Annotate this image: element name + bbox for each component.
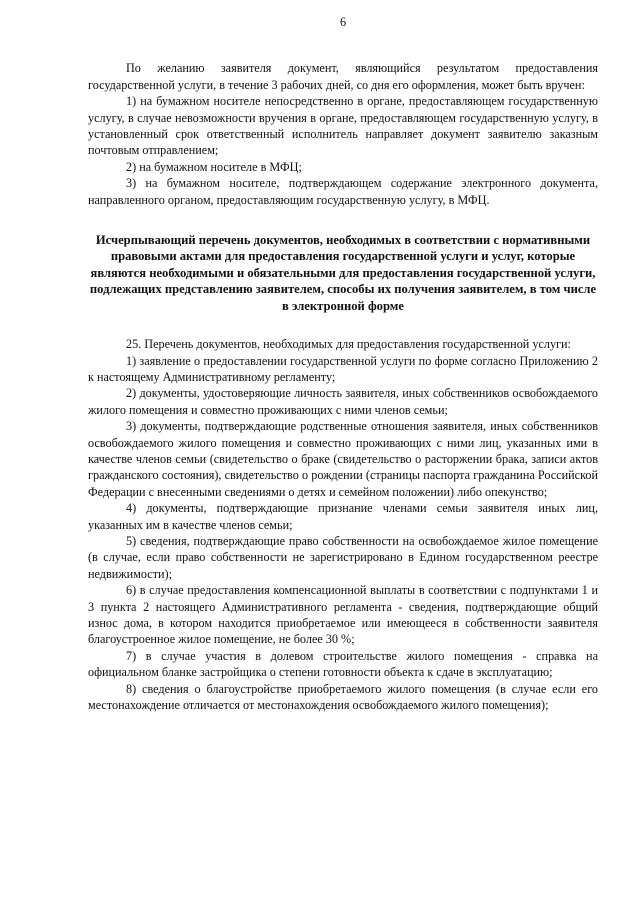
clause-25-item-4: 4) документы, подтверждающие признание членами семьи заявителя иных лиц, указанных им в качестве членов семьи;: [88, 501, 598, 532]
document-page: [88, 14, 598, 713]
clause-25-item-6: 6) в случае предоставления компенсационной выплаты в соответствии с подпунктами 1 и 3 пункта 2 настоящего Административного регламента - сведения, подтверждающие общий износ дома, в котором находится приобретаемое или имеющееся в собственности заявителя благоустроенное жилое помещение, не более 30 %;: [88, 583, 598, 647]
clause-25-item-8: 8) сведения о благоустройстве приобретаемого жилого помещения (в случае если его местонахождение отличается от местонахождения освобождаемого жилого помещения);: [88, 681, 598, 713]
clause-25-item-1: 1) заявление о предоставлении государственной услуги по форме согласно Приложению 2 к настоящему Административному регламенту;: [88, 353, 598, 384]
intro-option-1: 1) на бумажном носителе непосредственно в органе, предоставляющем государственную услугу, в случае невозможности вручения в органе, предоставляющем государственную услугу, в установленный срок ответственный исполнитель направляет документ заявителю заказным почтовым отправлением;: [88, 94, 598, 158]
clause-25-item-3: 3) документы, подтверждающие родственные отношения заявителя, иных собственников освобождаемого жилого помещения и совместно проживающих с ними лиц, указанных ими в качестве членов семьи (свидетельство о браке (свидетельство о расторжении брака, записи актов гражданского состояния), свидетельство о рождении (страницы паспорта гражданина Российской Федерации с внесенными сведениями о детях и семейном положении) либо опекунство;: [88, 419, 598, 499]
intro-paragraph: По желанию заявителя документ, являющийся результатом предоставления государственной услуги, в течение 3 рабочих дней, со дня его оформления, может быть вручен:: [88, 61, 598, 92]
page-number: 6: [339, 15, 347, 29]
clause-25-lead: 25. Перечень документов, необходимых для предоставления государственной услуги:: [126, 337, 571, 352]
intro-option-2: 2) на бумажном носителе в МФЦ;: [126, 159, 302, 174]
section-heading: Исчерпывающий перечень документов, необходимых в соответствии с нормативными правовыми актами для предоставления государственной услуги и услуг, которые являются необходимыми и обязательными для предоставления государственной услуги, подлежащих представлению заявителем, способы их получения заявителем, в том числе в электронной форме: [89, 233, 597, 313]
clause-25-item-2: 2) документы, удостоверяющие личность заявителя, иных собственников освобождаемого жилого помещения и совместно проживающих с ними членов семьи;: [88, 386, 598, 417]
intro-option-3: 3) на бумажном носителе, подтверждающем содержание электронного документа, направленного органом, предоставляющим государственную услугу, в МФЦ.: [88, 176, 598, 207]
clause-25-item-5: 5) сведения, подтверждающие право собственности на освобождаемое жилое помещение (в случае, если право собственности не зарегистрировано в Едином государственном реестре недвижимости);: [88, 533, 598, 581]
clause-25-item-7: 7) в случае участия в долевом строительстве жилого помещения - справка на официальном бланке застройщика о степени готовности объекта к сдаче в эксплуатацию;: [88, 648, 598, 680]
